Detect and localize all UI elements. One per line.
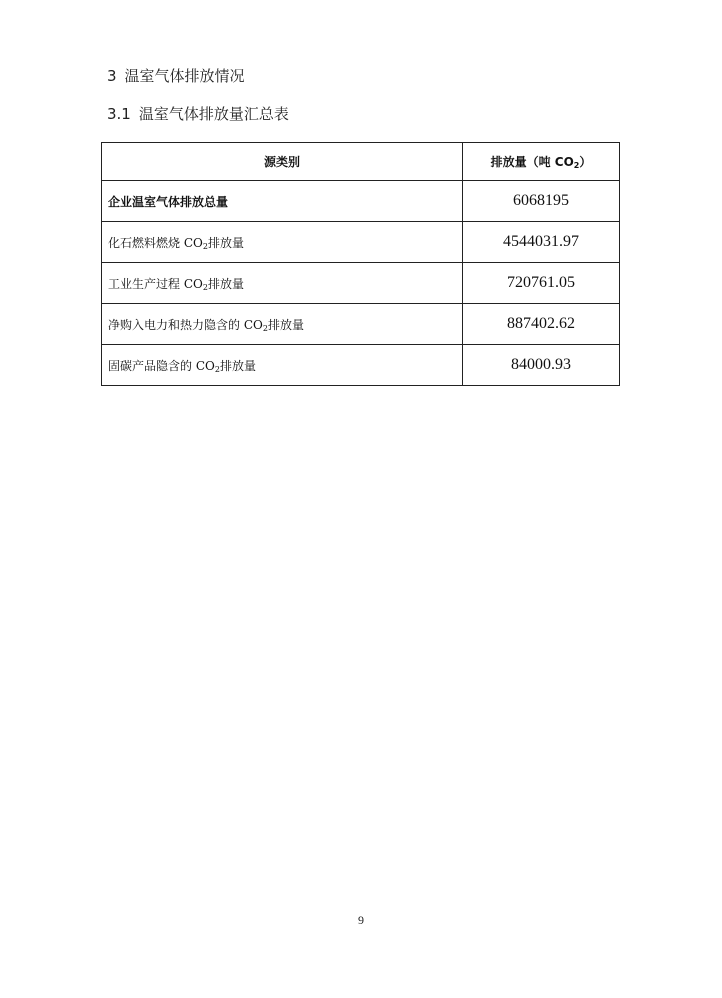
section-heading: [107, 65, 245, 86]
row-label-fossil-fuel: 化石燃料燃烧 $CO_2$排放量: [102, 222, 463, 263]
row-value-fossil-fuel: 4544031.97: [463, 222, 620, 263]
header-source-category: 源类别: [102, 143, 463, 181]
section-title: 温室气体排放情况: [124, 67, 245, 85]
table-row: [102, 345, 620, 386]
table-row: [102, 222, 620, 263]
subsection-heading: [107, 103, 289, 124]
row-label-total: 企业温室气体排放总量: [102, 181, 463, 222]
row-value-purchased-power-heat: 887402.62: [463, 304, 620, 345]
header-emission-amount: 排放量（吨 $CO_2$）: [463, 143, 620, 181]
subsection-number: 3.1: [107, 105, 131, 123]
row-value-total: 6068195: [463, 181, 620, 222]
table-row: [102, 263, 620, 304]
page-number: 9: [358, 913, 364, 927]
row-label-industrial-process: 工业生产过程 $CO_2$排放量: [102, 263, 463, 304]
table-row: [102, 181, 620, 222]
row-value-carbon-fixing-products: 84000.93: [463, 345, 620, 386]
row-label-purchased-power-heat: 净购入电力和热力隐含的 $CO_2$排放量: [102, 304, 463, 345]
table-row: [102, 304, 620, 345]
table-header-row: [102, 143, 620, 181]
emission-summary-table: [101, 142, 620, 386]
section-number: 3: [107, 67, 117, 85]
subsection-title: 温室气体排放量汇总表: [138, 105, 289, 123]
row-label-carbon-fixing-products: 固碳产品隐含的 $CO_2$排放量: [102, 345, 463, 386]
row-value-industrial-process: 720761.05: [463, 263, 620, 304]
